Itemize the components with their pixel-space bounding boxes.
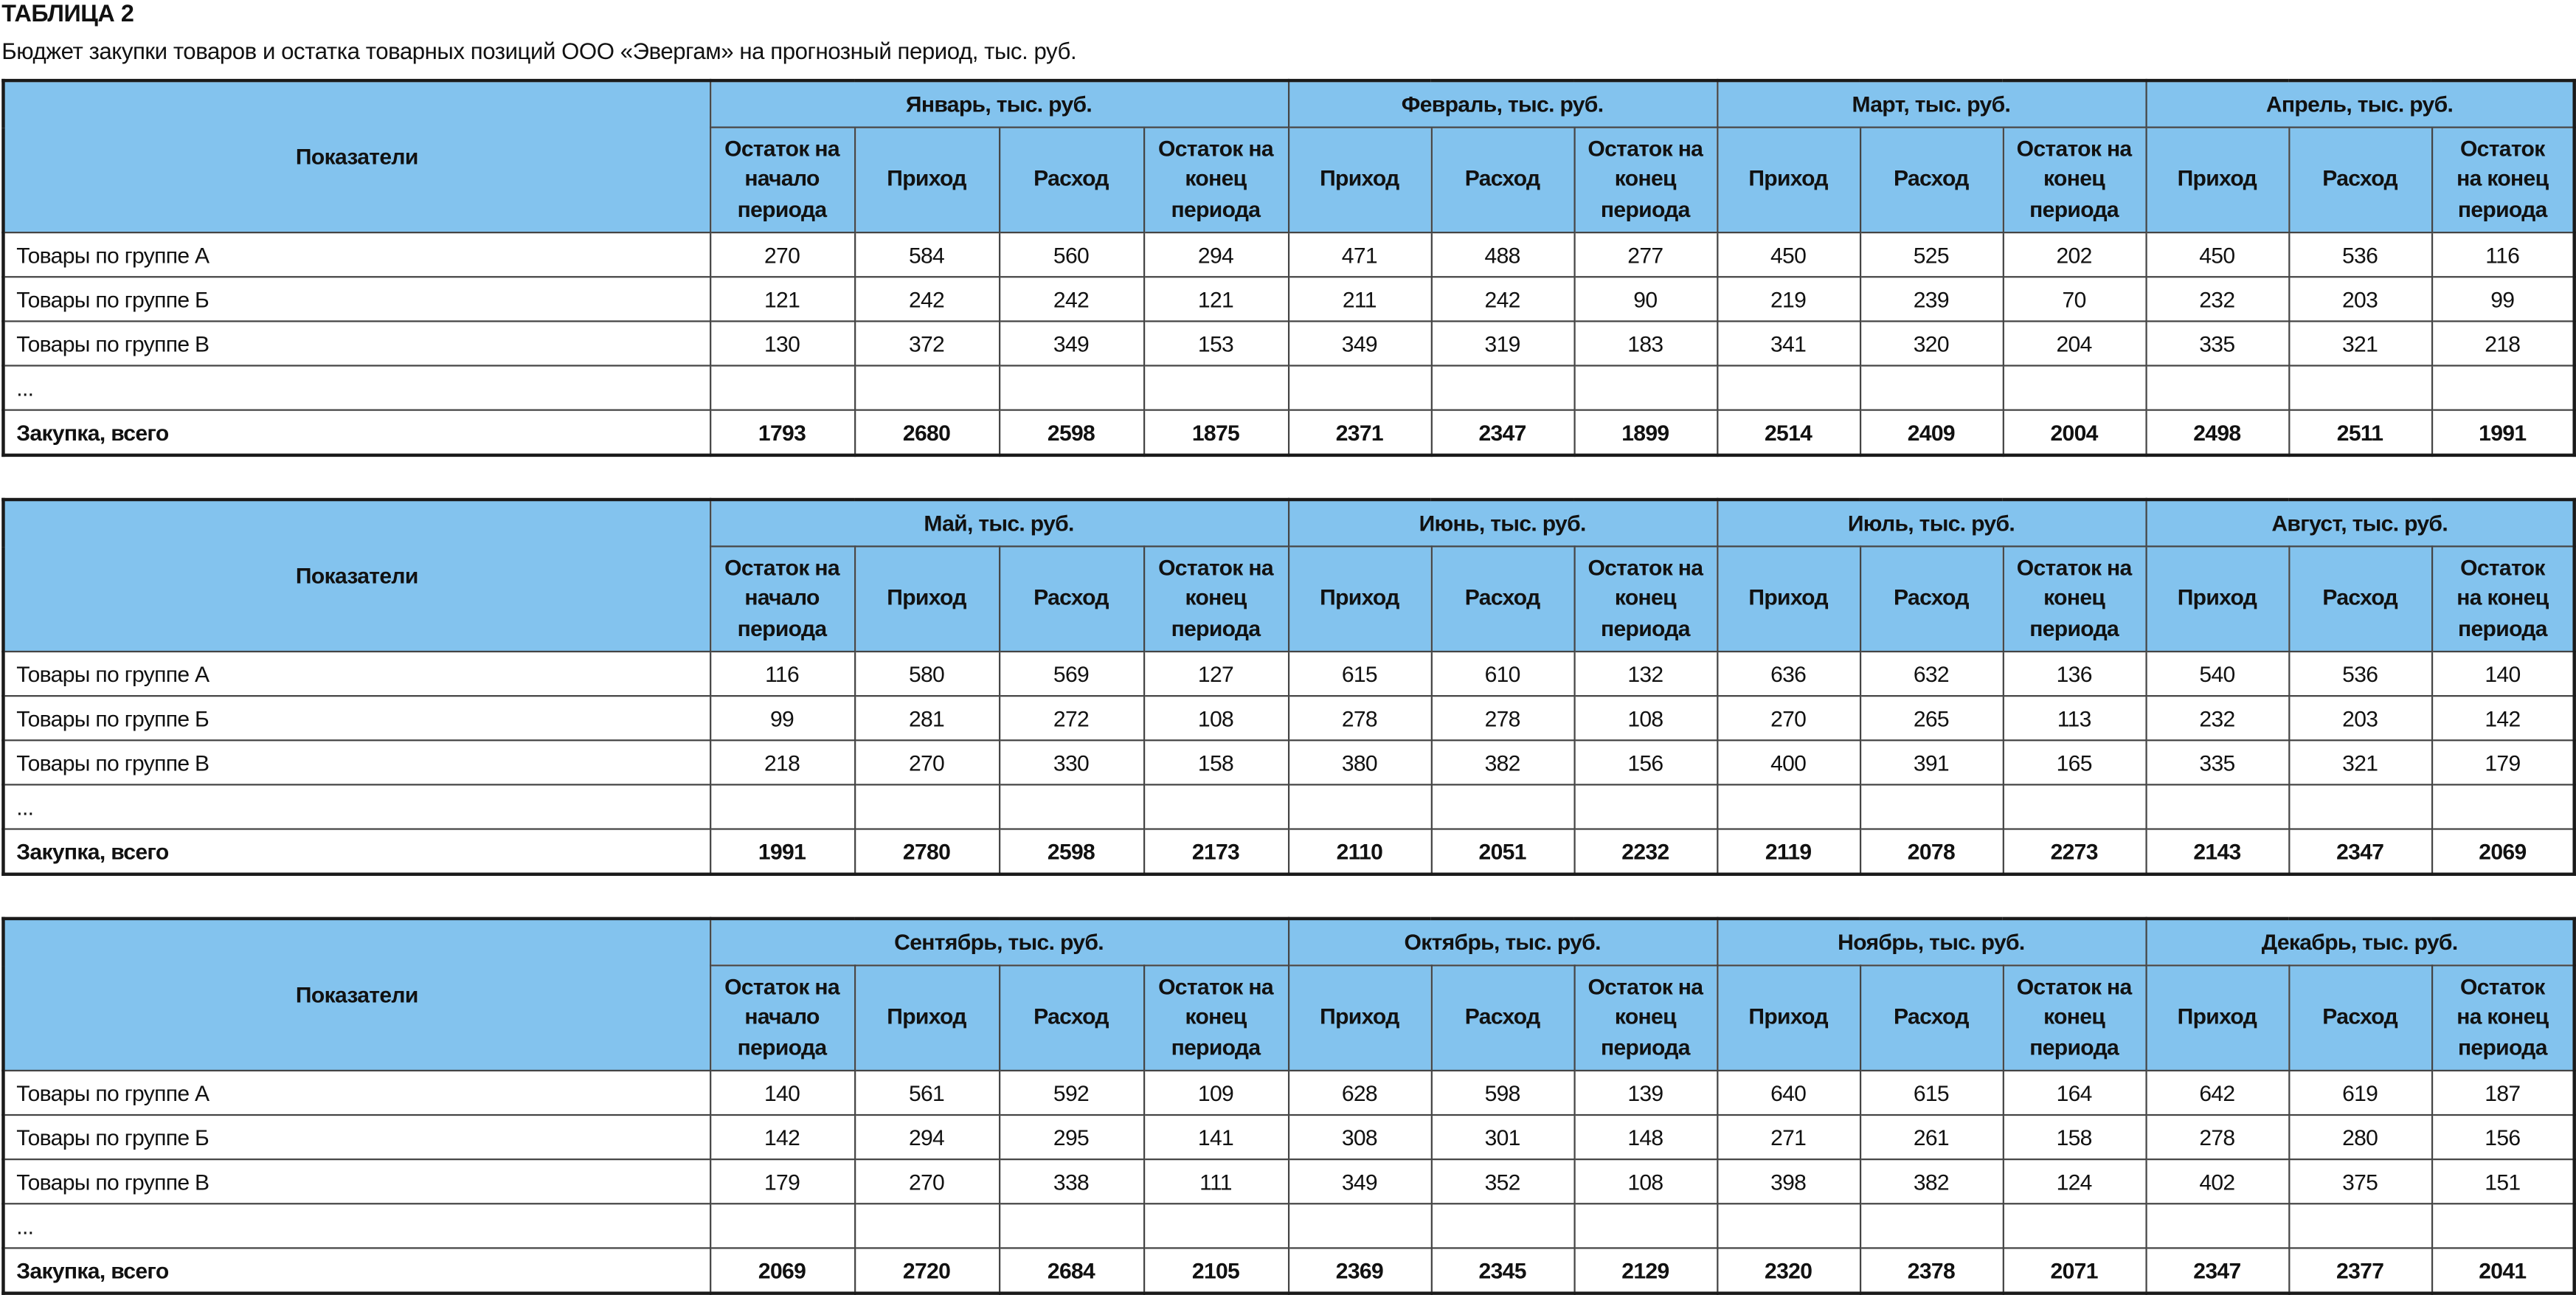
table-cell: 592 bbox=[999, 1071, 1143, 1115]
table-cell: 2514 bbox=[1717, 410, 1860, 455]
table-cell: 1991 bbox=[710, 829, 854, 874]
table-cell: 372 bbox=[854, 321, 999, 365]
table-cell: 218 bbox=[2431, 321, 2575, 365]
table-row bbox=[3, 1159, 2574, 1204]
table-cell: 375 bbox=[2288, 1159, 2431, 1204]
column-header-closing: Остаток на конец периода bbox=[2431, 965, 2575, 1071]
table-cell: 99 bbox=[2431, 277, 2575, 321]
table-cell: 642 bbox=[2146, 1071, 2289, 1115]
table-cell: 2004 bbox=[2003, 410, 2146, 455]
table-cell: 636 bbox=[1717, 652, 1860, 696]
table-row bbox=[3, 1115, 2574, 1159]
table-cell: 277 bbox=[1573, 232, 1717, 277]
table-cell: 270 bbox=[854, 740, 999, 784]
column-header-expense: Расход bbox=[1431, 128, 1574, 233]
table-cell: 2347 bbox=[2146, 1248, 2289, 1293]
table-cell: 335 bbox=[2145, 321, 2288, 365]
table-cell bbox=[1573, 366, 1717, 410]
table-cell: 615 bbox=[1860, 1071, 2003, 1115]
table-cell: 99 bbox=[710, 696, 854, 740]
table-cell: 382 bbox=[1860, 1159, 2003, 1204]
table-cell: 158 bbox=[2003, 1115, 2146, 1159]
table-subtitle: Бюджет закупки товаров и остатка товарных позиций ООО «Эвергам» на прогнозный период, тыс. руб. bbox=[1, 38, 1077, 64]
table-cell: 380 bbox=[1288, 740, 1431, 784]
table-cell: 2347 bbox=[2288, 829, 2431, 874]
table-cell: 265 bbox=[1860, 696, 2003, 740]
table-cell bbox=[2288, 366, 2431, 410]
table-cell bbox=[710, 366, 854, 410]
table-cell: 536 bbox=[2288, 652, 2431, 696]
table-cell bbox=[710, 1204, 854, 1248]
month-header: Август, тыс. руб. bbox=[2146, 500, 2575, 546]
table-row bbox=[3, 1204, 2574, 1248]
table-cell bbox=[1717, 784, 1860, 829]
column-header-expense: Расход bbox=[1431, 965, 1574, 1071]
table-cell: 183 bbox=[1573, 321, 1717, 365]
table-cell: 278 bbox=[1431, 696, 1574, 740]
row-label: Товары по группе Б bbox=[3, 277, 710, 321]
row-label: ... bbox=[3, 784, 710, 829]
table-cell: 525 bbox=[1860, 232, 2003, 277]
table-cell: 2680 bbox=[854, 410, 999, 455]
table-cell: 204 bbox=[2003, 321, 2146, 365]
month-header: Июнь, тыс. руб. bbox=[1288, 500, 1717, 546]
table-cell: 352 bbox=[1431, 1159, 1574, 1204]
table-cell: 151 bbox=[2431, 1159, 2575, 1204]
table-cell: 121 bbox=[710, 277, 854, 321]
table-cell: 341 bbox=[1717, 321, 1860, 365]
table-cell: 90 bbox=[1573, 277, 1717, 321]
table-cell: 400 bbox=[1717, 740, 1860, 784]
table-cell: 349 bbox=[999, 321, 1143, 365]
table-cell: 1899 bbox=[1573, 410, 1717, 455]
table-row bbox=[3, 1071, 2574, 1115]
table-cell: 156 bbox=[2431, 1115, 2575, 1159]
table-cell bbox=[1143, 784, 1288, 829]
column-header-closing: Остаток на конец периода bbox=[1574, 965, 1717, 1071]
table-cell: 338 bbox=[999, 1159, 1143, 1204]
row-label: Закупка, всего bbox=[3, 829, 710, 874]
table-cell: 140 bbox=[2431, 652, 2575, 696]
column-header-expense: Расход bbox=[1860, 128, 2003, 233]
table-cell bbox=[1860, 784, 2003, 829]
table-cell: 108 bbox=[1574, 696, 1717, 740]
table-cell: 139 bbox=[1574, 1071, 1717, 1115]
table-cell bbox=[854, 366, 999, 410]
table-cell bbox=[2288, 784, 2431, 829]
table-cell: 219 bbox=[1717, 277, 1860, 321]
table-cell bbox=[2003, 784, 2146, 829]
table-cell bbox=[2431, 1204, 2575, 1248]
column-header-income: Приход bbox=[1288, 128, 1431, 233]
table-cell: 202 bbox=[2003, 232, 2146, 277]
column-header-closing: Остаток на конец периода bbox=[1143, 546, 1288, 652]
table-cell: 280 bbox=[2288, 1115, 2431, 1159]
table-cell: 2409 bbox=[1860, 410, 2003, 455]
table-cell: 156 bbox=[1574, 740, 1717, 784]
column-header-income: Приход bbox=[854, 965, 999, 1071]
budget-table bbox=[1, 917, 2576, 1295]
table-cell bbox=[2003, 1204, 2146, 1248]
table-cell: 2371 bbox=[1288, 410, 1431, 455]
table-cell: 610 bbox=[1431, 652, 1574, 696]
table-cell: 580 bbox=[854, 652, 999, 696]
table-cell bbox=[2145, 366, 2288, 410]
column-header-income: Приход bbox=[2146, 546, 2289, 652]
column-header-income: Приход bbox=[2146, 965, 2289, 1071]
table-cell: 2173 bbox=[1143, 829, 1288, 874]
column-header-expense: Расход bbox=[1860, 965, 2003, 1071]
indicators-header: Показатели bbox=[3, 919, 710, 1071]
table-cell: 2143 bbox=[2146, 829, 2289, 874]
table-cell: 2498 bbox=[2145, 410, 2288, 455]
column-header-closing: Остаток на конец периода bbox=[2431, 128, 2575, 233]
table-row bbox=[3, 652, 2574, 696]
column-header-income: Приход bbox=[854, 128, 999, 233]
column-header-closing: Остаток на конец периода bbox=[1143, 965, 1288, 1071]
table-cell: 2369 bbox=[1288, 1248, 1431, 1293]
table-cell bbox=[1717, 1204, 1860, 1248]
table-cell: 628 bbox=[1288, 1071, 1431, 1115]
column-header-expense: Расход bbox=[999, 128, 1143, 233]
table-cell: 239 bbox=[1860, 277, 2003, 321]
table-cell: 330 bbox=[999, 740, 1143, 784]
table-cell: 2780 bbox=[854, 829, 999, 874]
row-label: Товары по группе В bbox=[3, 321, 710, 365]
indicators-header: Показатели bbox=[3, 500, 710, 652]
table-cell: 211 bbox=[1288, 277, 1431, 321]
table-cell: 320 bbox=[1860, 321, 2003, 365]
column-header-income: Приход bbox=[2145, 128, 2288, 233]
table-cell: 640 bbox=[1717, 1071, 1860, 1115]
table-cell bbox=[1431, 784, 1574, 829]
row-label: ... bbox=[3, 366, 710, 410]
row-label: Товары по группе Б bbox=[3, 696, 710, 740]
table-cell: 295 bbox=[999, 1115, 1143, 1159]
table-cell bbox=[1860, 366, 2003, 410]
table-cell bbox=[1574, 784, 1717, 829]
column-header-expense: Расход bbox=[2288, 128, 2431, 233]
column-header-closing: Остаток на конец периода bbox=[1143, 128, 1288, 233]
table-cell bbox=[999, 784, 1143, 829]
table-cell: 232 bbox=[2145, 277, 2288, 321]
table-cell: 308 bbox=[1288, 1115, 1431, 1159]
table-cell: 108 bbox=[1143, 696, 1288, 740]
table-cell: 488 bbox=[1431, 232, 1574, 277]
table-cell: 108 bbox=[1574, 1159, 1717, 1204]
column-header-closing: Остаток на конец периода bbox=[2003, 965, 2146, 1071]
table-cell: 560 bbox=[999, 232, 1143, 277]
table-cell: 319 bbox=[1431, 321, 1574, 365]
table-cell: 116 bbox=[2431, 232, 2575, 277]
row-label: Закупка, всего bbox=[3, 1248, 710, 1293]
table-cell: 113 bbox=[2003, 696, 2146, 740]
table-cell: 598 bbox=[1431, 1071, 1574, 1115]
table-cell: 2511 bbox=[2288, 410, 2431, 455]
table-cell: 1793 bbox=[710, 410, 854, 455]
table-cell bbox=[2431, 784, 2575, 829]
table-cell: 569 bbox=[999, 652, 1143, 696]
table-cell: 2347 bbox=[1431, 410, 1574, 455]
table-cell: 141 bbox=[1143, 1115, 1288, 1159]
month-header: Сентябрь, тыс. руб. bbox=[710, 919, 1288, 965]
column-header-expense: Расход bbox=[2288, 965, 2431, 1071]
table-cell: 142 bbox=[2431, 696, 2575, 740]
row-label: ... bbox=[3, 1204, 710, 1248]
table-cell: 148 bbox=[1574, 1115, 1717, 1159]
column-header-expense: Расход bbox=[1860, 546, 2003, 652]
table-cell: 2684 bbox=[999, 1248, 1143, 1293]
month-header: Декабрь, тыс. руб. bbox=[2146, 919, 2575, 965]
table-cell: 402 bbox=[2146, 1159, 2289, 1204]
column-header-income: Приход bbox=[1288, 546, 1431, 652]
table-cell: 70 bbox=[2003, 277, 2146, 321]
table-cell: 536 bbox=[2288, 232, 2431, 277]
table-cell: 130 bbox=[710, 321, 854, 365]
table-cell: 321 bbox=[2288, 321, 2431, 365]
table-cell: 203 bbox=[2288, 277, 2431, 321]
column-header-closing: Остаток на конец периода bbox=[2003, 128, 2146, 233]
table-cell: 164 bbox=[2003, 1071, 2146, 1115]
table-cell: 278 bbox=[2146, 1115, 2289, 1159]
table-cell: 142 bbox=[710, 1115, 854, 1159]
table-cell: 111 bbox=[1143, 1159, 1288, 1204]
row-label: Закупка, всего bbox=[3, 410, 710, 455]
table-cell: 2051 bbox=[1431, 829, 1574, 874]
table-cell bbox=[1143, 1204, 1288, 1248]
table-cell bbox=[2146, 784, 2289, 829]
table-row bbox=[3, 740, 2574, 784]
table-cell bbox=[1717, 366, 1860, 410]
budget-table bbox=[1, 498, 2576, 876]
column-header-closing: Остаток на конец периода bbox=[2431, 546, 2575, 652]
table-row bbox=[3, 232, 2574, 277]
month-header: Октябрь, тыс. руб. bbox=[1288, 919, 1717, 965]
table-cell: 165 bbox=[2003, 740, 2146, 784]
table-cell: 2105 bbox=[1143, 1248, 1288, 1293]
table-cell: 294 bbox=[1143, 232, 1288, 277]
table-cell: 1991 bbox=[2431, 410, 2575, 455]
table-cell: 261 bbox=[1860, 1115, 2003, 1159]
table-cell: 294 bbox=[854, 1115, 999, 1159]
column-header-income: Приход bbox=[854, 546, 999, 652]
table-cell: 272 bbox=[999, 696, 1143, 740]
table-cell bbox=[1574, 1204, 1717, 1248]
month-header: Ноябрь, тыс. руб. bbox=[1717, 919, 2145, 965]
table-cell: 2110 bbox=[1288, 829, 1431, 874]
table-cell bbox=[2146, 1204, 2289, 1248]
table-cell: 2041 bbox=[2431, 1248, 2575, 1293]
table-cell: 632 bbox=[1860, 652, 2003, 696]
column-header-expense: Расход bbox=[999, 546, 1143, 652]
table-cell: 121 bbox=[1143, 277, 1288, 321]
table-cell: 116 bbox=[710, 652, 854, 696]
column-header-opening: Остаток на начало периода bbox=[710, 546, 854, 652]
table-cell bbox=[1288, 1204, 1431, 1248]
table-cell bbox=[1288, 784, 1431, 829]
table-cell: 615 bbox=[1288, 652, 1431, 696]
month-header: Июль, тыс. руб. bbox=[1717, 500, 2145, 546]
table-cell: 450 bbox=[1717, 232, 1860, 277]
table-cell: 382 bbox=[1431, 740, 1574, 784]
table-row bbox=[3, 696, 2574, 740]
total-row bbox=[3, 410, 2574, 455]
total-row bbox=[3, 829, 2574, 874]
table-cell: 140 bbox=[710, 1071, 854, 1115]
table-cell: 2232 bbox=[1574, 829, 1717, 874]
table-cell bbox=[999, 366, 1143, 410]
table-cell: 281 bbox=[854, 696, 999, 740]
table-cell: 471 bbox=[1288, 232, 1431, 277]
table-cell: 2069 bbox=[2431, 829, 2575, 874]
table-cell: 2598 bbox=[999, 410, 1143, 455]
table-cell: 242 bbox=[1431, 277, 1574, 321]
table-cell: 187 bbox=[2431, 1071, 2575, 1115]
table-cell: 2129 bbox=[1574, 1248, 1717, 1293]
row-label: Товары по группе Б bbox=[3, 1115, 710, 1159]
row-label: Товары по группе В bbox=[3, 740, 710, 784]
table-cell: 278 bbox=[1288, 696, 1431, 740]
month-header: Апрель, тыс. руб. bbox=[2145, 80, 2574, 127]
table-cell: 109 bbox=[1143, 1071, 1288, 1115]
table-cell: 153 bbox=[1143, 321, 1288, 365]
table-cell: 242 bbox=[999, 277, 1143, 321]
column-header-opening: Остаток на начало периода bbox=[710, 128, 854, 233]
column-header-income: Приход bbox=[1717, 546, 1860, 652]
table-row bbox=[3, 784, 2574, 829]
row-label: Товары по группе В bbox=[3, 1159, 710, 1204]
table-row bbox=[3, 321, 2574, 365]
table-cell: 2119 bbox=[1717, 829, 1860, 874]
table-cell: 335 bbox=[2146, 740, 2289, 784]
month-header: Май, тыс. руб. bbox=[710, 500, 1288, 546]
table-cell: 561 bbox=[854, 1071, 999, 1115]
table-title: ТАБЛИЦА 2 bbox=[1, 1, 134, 28]
column-header-income: Приход bbox=[1717, 128, 1860, 233]
table-cell: 158 bbox=[1143, 740, 1288, 784]
table-cell: 242 bbox=[854, 277, 999, 321]
column-header-expense: Расход bbox=[2288, 546, 2431, 652]
table-cell bbox=[2288, 1204, 2431, 1248]
table-cell: 2071 bbox=[2003, 1248, 2146, 1293]
table-cell: 301 bbox=[1431, 1115, 1574, 1159]
table-cell: 179 bbox=[2431, 740, 2575, 784]
table-cell bbox=[2431, 366, 2575, 410]
table-cell: 179 bbox=[710, 1159, 854, 1204]
table-cell bbox=[999, 1204, 1143, 1248]
table-cell: 270 bbox=[854, 1159, 999, 1204]
row-label: Товары по группе А bbox=[3, 232, 710, 277]
column-header-expense: Расход bbox=[1431, 546, 1574, 652]
table-cell: 321 bbox=[2288, 740, 2431, 784]
table-cell: 203 bbox=[2288, 696, 2431, 740]
table-cell: 124 bbox=[2003, 1159, 2146, 1204]
row-label: Товары по группе А bbox=[3, 652, 710, 696]
table-cell bbox=[1431, 1204, 1574, 1248]
table-cell: 270 bbox=[1717, 696, 1860, 740]
table-cell: 2720 bbox=[854, 1248, 999, 1293]
table-cell bbox=[854, 1204, 999, 1248]
table-cell: 2378 bbox=[1860, 1248, 2003, 1293]
table-cell: 2069 bbox=[710, 1248, 854, 1293]
month-header: Январь, тыс. руб. bbox=[710, 80, 1288, 127]
table-cell: 2377 bbox=[2288, 1248, 2431, 1293]
table-cell: 349 bbox=[1288, 1159, 1431, 1204]
table-cell: 1875 bbox=[1143, 410, 1288, 455]
table-cell bbox=[1431, 366, 1574, 410]
table-cell bbox=[854, 784, 999, 829]
table-cell: 349 bbox=[1288, 321, 1431, 365]
table-cell: 232 bbox=[2146, 696, 2289, 740]
column-header-opening: Остаток на начало периода bbox=[710, 965, 854, 1071]
table-cell: 2078 bbox=[1860, 829, 2003, 874]
column-header-closing: Остаток на конец периода bbox=[1573, 128, 1717, 233]
budget-table bbox=[1, 79, 2576, 457]
table-cell: 584 bbox=[854, 232, 999, 277]
table-cell: 270 bbox=[710, 232, 854, 277]
table-cell bbox=[1860, 1204, 2003, 1248]
column-header-expense: Расход bbox=[999, 965, 1143, 1071]
table-cell bbox=[710, 784, 854, 829]
table-cell: 2273 bbox=[2003, 829, 2146, 874]
month-header: Март, тыс. руб. bbox=[1717, 80, 2145, 127]
table-cell: 2345 bbox=[1431, 1248, 1574, 1293]
row-label: Товары по группе А bbox=[3, 1071, 710, 1115]
table-cell: 218 bbox=[710, 740, 854, 784]
column-header-closing: Остаток на конец периода bbox=[1574, 546, 1717, 652]
column-header-income: Приход bbox=[1717, 965, 1860, 1071]
total-row bbox=[3, 1248, 2574, 1293]
table-cell: 619 bbox=[2288, 1071, 2431, 1115]
table-cell bbox=[2003, 366, 2146, 410]
table-cell: 391 bbox=[1860, 740, 2003, 784]
table-row bbox=[3, 277, 2574, 321]
table-row bbox=[3, 366, 2574, 410]
table-cell: 2598 bbox=[999, 829, 1143, 874]
column-header-closing: Остаток на конец периода bbox=[2003, 546, 2146, 652]
indicators-header: Показатели bbox=[3, 80, 710, 232]
month-header: Февраль, тыс. руб. bbox=[1288, 80, 1717, 127]
table-cell: 127 bbox=[1143, 652, 1288, 696]
table-cell: 2320 bbox=[1717, 1248, 1860, 1293]
table-cell: 136 bbox=[2003, 652, 2146, 696]
table-cell bbox=[1143, 366, 1288, 410]
table-cell: 540 bbox=[2146, 652, 2289, 696]
table-cell: 450 bbox=[2145, 232, 2288, 277]
table-cell: 271 bbox=[1717, 1115, 1860, 1159]
table-cell: 398 bbox=[1717, 1159, 1860, 1204]
table-cell: 132 bbox=[1574, 652, 1717, 696]
table-cell bbox=[1288, 366, 1431, 410]
column-header-income: Приход bbox=[1288, 965, 1431, 1071]
